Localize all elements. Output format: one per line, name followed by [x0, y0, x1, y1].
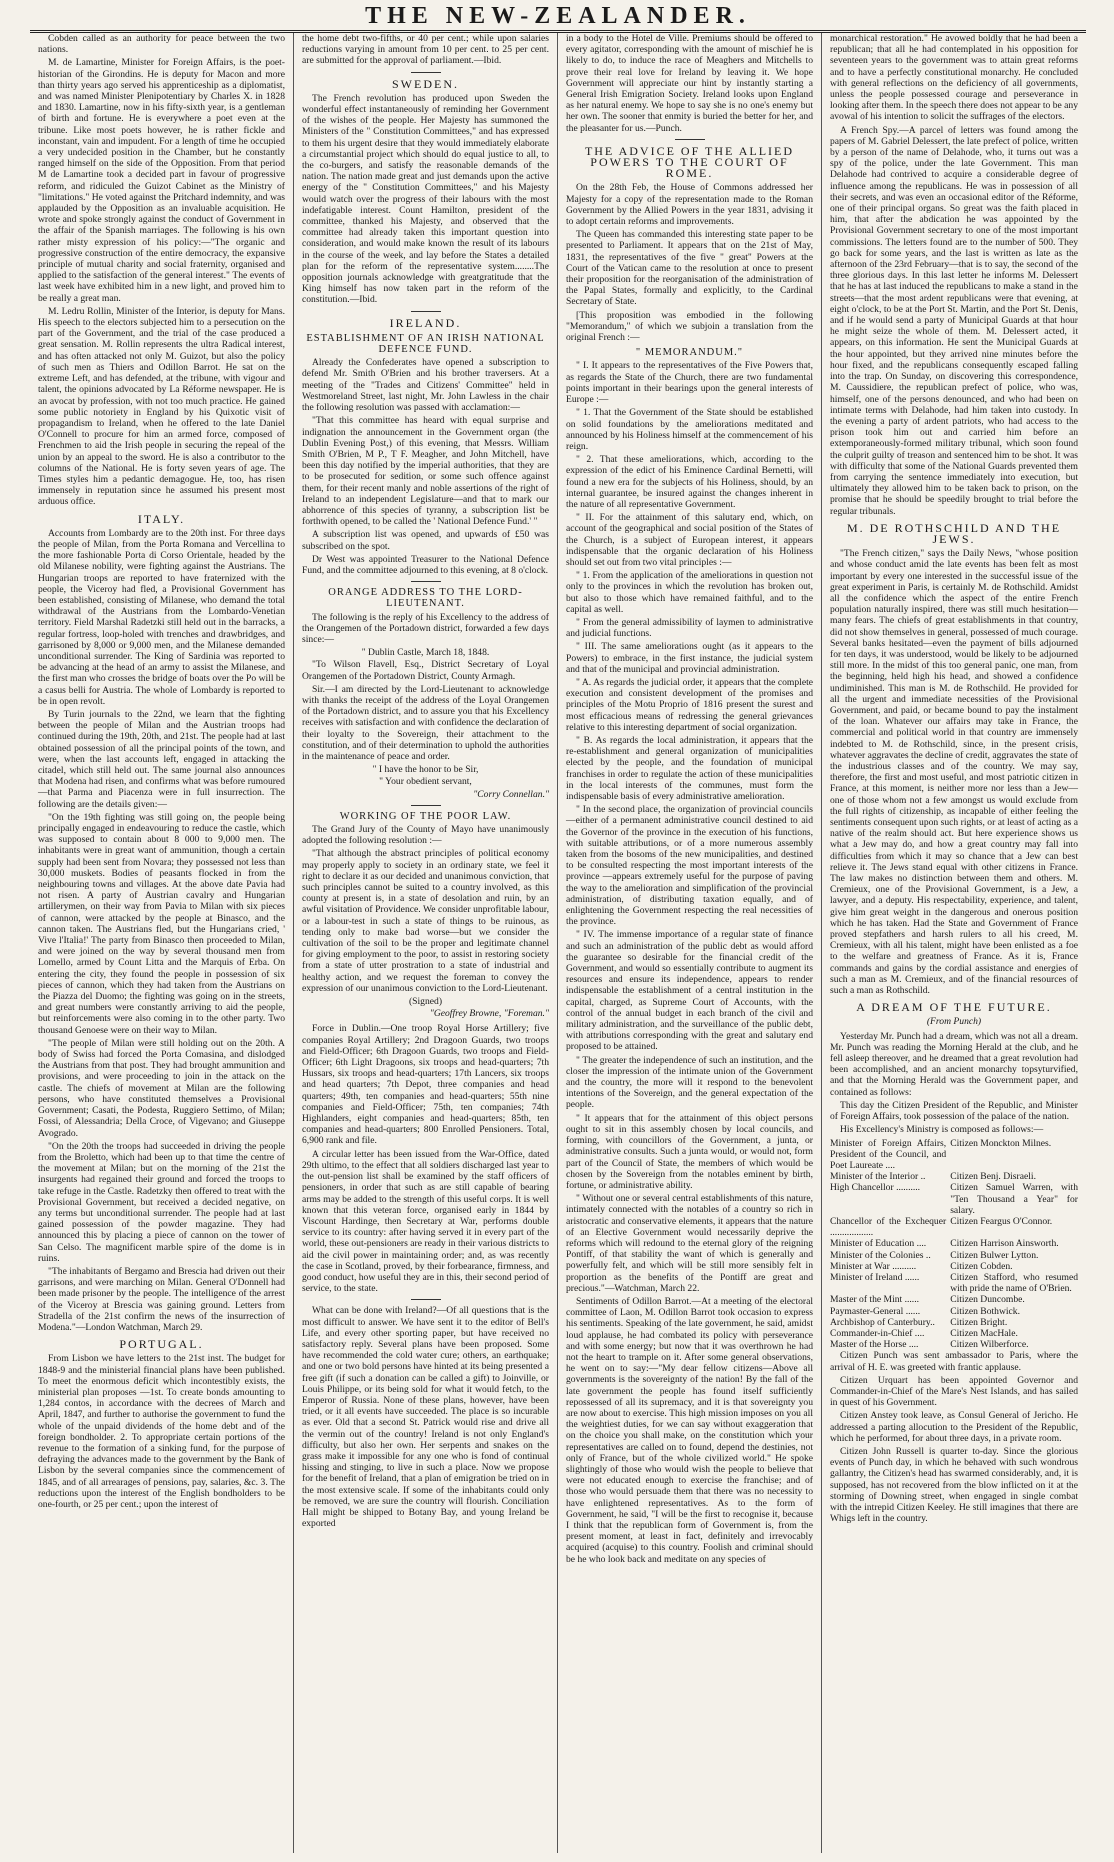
section-heading: M. DE ROTHSCHILD AND THE JEWS. [846, 520, 1062, 546]
article-paragraph: Citizen Punch was sent ambassador to Paris, where the arrival of H. E. was greeted with frantic applause. [830, 1350, 1078, 1373]
signature: "Geoffrey Browne, "Foreman." [429, 1008, 549, 1020]
ministry-row [830, 1171, 1078, 1182]
article-paragraph: " 1. From the application of the ameliorations in question not only to the provinces in which the revolution has broken out, but also to those which have remained faithful, and to the capital as well. [566, 570, 813, 615]
article-separator [411, 581, 441, 582]
office-holder: Citizen Stafford, who resumed with pride the name of O'Brien. [950, 1271, 1078, 1295]
ministry-row [830, 1250, 1078, 1261]
office-name: Minister at War .......... [830, 1260, 917, 1272]
ministry-row [830, 1317, 1078, 1328]
article-separator [675, 139, 705, 140]
article-paragraph: From Lisbon we have letters to the 21st inst. The budget for 1848-9 and the ministerial financial plans have been published. To meet the enormous deficit which incontestibly exists, the ministerial plan proposes —1st. To create bonds amounting to 1,284 contos, in accordance with the decrees of March and April, 1847, and further to authorise the government to fund the whole of the unpaid dividends of the home debt and of the foreign bondholder. 2. To appropriate certain portions of the revenue to the formation of a sinking fund, for the purpose of defraying the advances made to the government by the Bank of Lisbon by the several companies since the commencement of 1845, and of all arrearages of pensions, pay, salaries, &c. 3. The reductions upon the interest of the English bondholders to be one-fourth, or 25 per cent.; upon the interest of [38, 1353, 285, 1510]
office-holder: Citizen Wilberforce. [950, 1339, 1029, 1351]
article-paragraph: "That although the abstract principles of political economy may properly apply to society in an ordinary state, we feel it right to declare it as our decided and unanimous conviction, that such principles cannot be suited to a country involved, as this county at present is, in a state of desolation and ruin, by an awful visitation of Providence. We consider unprofitable labour, or a labour-test in such a state of things to be ruinous, as tending only to make bad worse—but we consider the cultivation of the soil to be the proper and legitimate channel for giving employment to the poor, to assist in restoring society from a state of utter prostration to a state of industrial and healthy action, and we request the foreman to convey the expression of our unanimous conviction to the Lord-Lieutenant. [302, 848, 549, 994]
article-paragraph: " II. For the attainment of this salutary end, which, on account of the geographical and social position of the States of the Church, is a subject of European interest, it appears indispensable that the organic declaration of his Holiness should set out from two vital principles :— [566, 512, 813, 568]
office-name: Minister of Foreign Affairs, President of the Council, and Poet Laureate .... [830, 1137, 947, 1171]
office-name: High Chancellor .......... [830, 1182, 921, 1194]
letter-line: " Dublin Castle, March 18, 1848. [361, 647, 490, 659]
article-paragraph: A French Spy.—A parcel of letters was found among the papers of M. Gabriel Delessert, the late prefect of police, written by a person of the name of Delahode, who, it turns out was a spy of the police, under the late Government. This man Delahode had contrived to acquire a considerable degree of influence among the republicans. He was in possession of all their secrets, and was even an occasional editor of the Réforme, one of their principal organs. So great was the faith placed in him, that after the abdication he was appointed by the Provisional Government secretary to one of the most important commissions. The letters found are to the number of 500. They go back for some years, and the last is written as late as the afternoon of the 23rd February—that is to say, the second of the three glorious days. In this last letter he informs M. Delessert that he has at last induced the republicans to make a stand in the streets—that the most ardent republicans were that evening, at eight o'clock, to be at the Port St. Martin, and the Port St. Denis, and if he would send a party of Municipal Guards at that hour he might seize the whole of them. M. Delessert acted, it appears, on this information. He sent the Municipal Guards at the hour appointed, but they arrived nine minutes before the hour fixed, and the republicans consequently escaped falling into the trap. On Sunday, on discovering this correspondence, M. Caussidiere, the republican prefect of police, who was, himself, one of the persons denounced, and who had been on intimate terms with Delahode, had him taken into custody. In the evening a party of ardent patriots, who had access to the prison took him out and carried him before an extemporaneously-formed military tribunal, which soon found the culprit guilty of treason and sentenced him to be shot. It was with difficulty that some of the National Guards prevented them from carrying the sentence immediately into execution, but ultimately they allowed him to be taken back to prison, on the promise that he should be speedily brought to trial before the regular tribunals. [830, 124, 1079, 517]
article-paragraph: "On the 20th the troops had succeeded in driving the people from the Broletto, which had been up to that time the centre of the movement at Milan; but on the morning of the 21st the insurgents had regained their ground and forced the troops to take refuge in the Castle. Radetzky then offered to treat with the Provisional Government, but received a decided negative, on any terms but unconditional surrender. The people had at last gained possession of the powder magazine. They had announced this by placing a piece of cannon on the tower of San Celso. The magnificent marble spire of the dome is in ruins. [38, 1140, 285, 1264]
article-paragraph: "To Wilson Flavell, Esq., District Secretary of Loyal Orangemen of the Portadown District, County Armagh. [302, 659, 549, 682]
office-holder: Citizen MacHale. [950, 1327, 1018, 1339]
office-name: Commander-in-Chief .... [830, 1327, 925, 1339]
article-paragraph: Yesterday Mr. Punch had a dream, which was not all a dream. Mr. Punch was reading the Morning Herald at the club, and he fell asleep thereover, and he dreamed that a great revolution had been accomplished, and an ancient monarchy topsyturvified, and that the Morning Herald was the Government paper, and contained as follows: [830, 1030, 1078, 1098]
column-2 [294, 33, 558, 1853]
office-holder: Citizen Benj. Disraeli. [950, 1171, 1036, 1183]
office-holder: Citizen Harrison Ainsworth. [950, 1238, 1059, 1250]
ministry-row [830, 1261, 1078, 1272]
article-paragraph: in a body to the Hotel de Ville. Premiums should be offered to every agitator, corresponding with the amount of mischief he is likely to do, to induce the race of Meaghers and Mitchells to prove their real love for Ireland by leaving it. We hope Government will appreciate our hint by instantly starting a General Irish Emigration Society. Ireland looks upon England as her natural enemy. We hope to say she is no one's enemy but her own. The sooner that enmity is buried the better for her, and the pleasanter for us.—Punch. [566, 33, 813, 134]
article-paragraph: The following is the reply of his Excellency to the address of the Orangemen of the Portadown district, forwarded a few days since:— [302, 611, 549, 645]
sub-heading: ESTABLISHMENT OF AN IRISH NATIONAL DEFENCE FUND. [306, 332, 545, 356]
article-paragraph: His Excellency's Ministry is composed as follows:— [840, 1124, 1044, 1136]
office-holder: Citizen Cobden. [950, 1260, 1013, 1272]
article-paragraph: A circular letter has been issued from the War-Office, dated 29th ultimo, to the effect that all soldiers discharged last year to the out-pension list shall be examined by the staff officers of pensioners, in order that such as are still capable of bearing arms may be added to the strength of this useful corps. It is well known that this veteran force, organised early in 1844 by Viscount Hardinge, then Secretary at War, performs double service to its country: after having served it in every part of the world, these out-pensioners are ready in their various districts to aid the civil power in maintaining order; and, as was recently the case in Scotland, proved, by their forbearance, firmness, and good conduct, how useful they are in this, their second period of service, to the state. [302, 1148, 549, 1295]
article-paragraph: The French revolution has produced upon Sweden the wonderful effect instantaneously of reminding her Government of the wishes of the people. Her Majesty has summoned the Ministers of the " Constitution Committees," and has expressed to them his urgent desire that they would immediately elaborate a circumstantial project which should do equal justice to all, to the co-burgers, and satisfy the reasonable demands of the nation. The nation made great and just demands upon the active energy of the " Constitution Committees," and his Majesty would watch over the progress of their labours with the most indefatigable interest. Count Hamilton, president of the committee, thanked his Majesty, and observed that the committee had already taken this important question into consideration, and would make known the result of its labours in the course of the week, and lay before the States a detailed plan for the reform of the representative system........The opposition journals acknowledge with greatgratitude that the King himself has now taken part in the reform of the constitution.—Ibid. [302, 92, 549, 306]
office-holder: Citizen Samuel Warren, with "Ten Thousand a Year" for salary. [950, 1182, 1078, 1216]
article-paragraph: Sir.—I am directed by the Lord-Lieutenant to acknowledge with thanks the receipt of the address of the Loyal Orangemen of the Portadown district, and to assure you that his Excellency receives with satisfaction and with confidence the declaration of their loyalty to the Sovereign, their attachment to the constitution, and of their determination to uphold the authorities in the maintenance of peace and order. [302, 683, 549, 762]
section-heading: IRELAND. [389, 315, 462, 330]
office-name: Master of the Mint ...... [830, 1294, 919, 1306]
article-paragraph: " Without one or several central establishments of this nature, intimately connected with the notables of a country so rich in aristocratic and conservative elements, it appears that the nature of an Elective Government would necessarily deprive the reforms which will redound to the eternal glory of the reigning Pontiff, of that stability the want of which is generally and powerfully felt, and which will be still more sensibly felt in proportion as the benefits of the Pontiff are great and precious."—Watchman, March 22. [566, 1193, 813, 1294]
source-note: (From Punch) [926, 1016, 982, 1028]
article-paragraph: "On the 19th fighting was still going on, the people being principally engaged in endeavouring to reduce the castle, which was supposed to contain about 8 000 to 9,000 men. The inhabitants were in great want of ammunition, though a certain supply had been sent from Novara; they possessed not less than 30,000 muskets. Bodies of peasants flocked in from the neighbouring towns and villages. At the above date Pavia had not risen. A party of Austrian cavalry and Hungarian artillerymen, on their way from Pavia to Milan with six pieces of cannon, were attacked by the people at Binasco, and the cannon taken. The Austrians fled, but the Hungarians cried, ' Vive l'Italia!' The party from Binasco then proceeded to Milan, and were joined on the way by several thousand men from Lomello, armed by Count Litta and the Marquis of Erba. On entering the city, they found the people in possession of six pieces of cannon, which they had taken from the Austrians on the Piazza del Duomo; the fighting was going on in the streets, and great numbers were constantly arriving to aid the people, but reinforcements were also coming in to the other party. Two thousand Genoese were on their way to Milan. [38, 811, 285, 1036]
section-heading: PORTUGAL. [119, 1337, 204, 1352]
article-paragraph: What can be done with Ireland?—Of all questions that is the most difficult to answer. We have sent it to the editor of Bell's Life, and every other sporting paper, but have received no satisfactory reply. Several plans have been proposed. Some have recommended the cold water cure; others, an earthquake; and one or two bold persons have hinted at its being presented a free gift (if such a donation can be called a gift) to Joinville, or Louis Philippe, or its being sold for what it would fetch, to the Emperor of Russia. None of these plans, however, have been tried, or it all events have succeeded. The place is so incurable as ever. Old that a second St. Patrick would rise and drive all the vermin out of the country! Ireland is not only England's difficulty, but also her own. Her serpents and snakes on the grass make it impossible for any one who is fond of continual hissing and stinging, to live in such a place. Now we propose for the benefit of Ireland, that a plan of emigration be tried on in the most extensive scale. If some of the inhabitants could only be removed, we are sure the country will flourish. Conciliation Hall might be shipped to Botany Bay, and young Ireland be exported [302, 1305, 549, 1530]
ministry-list [830, 1138, 1078, 1351]
article-paragraph: " IV. The immense importance of a regular state of finance and such an administration of the public debt as would afford the guarantee so desirable for the financial credit of the Government, and would so essentially contribute to augment its resources and ensure its independence, appears to render indispensable the establishment of a central institution in the capital, charged, as Supreme Court of Accounts, with the control of the annual budget in each branch of the civil and military administration, and the surveillance of the public debt, with attributions corresponding with the great and salutary end proposed to be attained. [566, 929, 813, 1053]
article-paragraph: " In the second place, the organization of provincial councils—either of a permanent administrative council destined to aid the Governor of the province in the execution of his functions, with suitable attributions, or of a more numerous assembly taken from the bosoms of the new municipalities, and destined to be consulted respecting the most important interests of the province —appears extremely useful for the purpose of paving the way to the amelioration and simplification of the provincial administration, of distributing taxation equally, and of enlightening the Government respecting the real necessities of the province. [566, 804, 813, 928]
article-paragraph: On the 28th Feb, the House of Commons addressed her Majesty for a copy of the representation made to the Roman Government by the Allied Powers in the year 1831, advising it to adopt certain reforms and improvements. [566, 182, 813, 228]
article-paragraph: Sentiments of Odillon Barrot.—At a meeting of the electoral committee of Laon, M. Odillon Barrot took occasion to express his sentiments. Speaking of the late government, he said, amidst loud applause, he had combated its policy with perseverance and with some energy; but now that it was overthrown he had not the heart to trample on it. After some general observations, he went on to say:—"My dear fellow citizens—Above all governments is the sovereignty of the nation! By the fall of the late government the people has found itself sufficiently repossessed of all its supremacy, and it is that sovereignty you are now about to exercise. This high mission imposes on you all the weightiest duties, for we can say without exaggeration that on the choice you shall make, on the constitution which your representatives are called on to found, depend the destinies, not only of France, but of the whole civilized world." He spoke slightingly of those who would wish the people to believe that were not educated enough to exercise the franchise; and of those who would persuade them that there was no necessity to have enlightened representatives. As to the form of Government, he said, "I will be the first to recognise it, because I think that the republican form of Government is, from the present moment, at least in fact, definitely and irrevocably acquired (acquise) to this country. Foolish and criminal should be he who look back and meditate on any species of [566, 1295, 813, 1565]
article-paragraph: " A. As regards the judicial order, it appears that the complete execution and consistent development of the promises and principles of the Motu Proprio of 1816 present the surest and most efficacious means of redressing the general grievances relative to this interesting department of social organization. [566, 676, 813, 733]
article-paragraph: " I. It appears to the representatives of the Five Powers that, as regards the State of the Church, there are two fundamental points important in their bearings upon the general interests of Europe :— [566, 360, 813, 406]
ministry-row [830, 1328, 1078, 1339]
article-paragraph: The Grand Jury of the County of Mayo have unanimously adopted the following resolution :— [302, 824, 549, 847]
article-paragraph: " 2. That these ameliorations, which, according to the expression of the edict of his Eminence Cardinal Bernetti, will found a new era for the subjects of his Holiness, should, by an internal guarantee, be insured against the changes inherent in the nature of all representative Government. [566, 454, 813, 510]
letter-line: " I have the honor to be Sir, [372, 764, 479, 776]
article-paragraph: "The French citizen," says the Daily News, "whose position and whose conduct amid the late events has been felt as most important by every one interested in the successful issue of the great experiment in Paris, is certainly M. de Rothschild. Amidst all the confidence which the aspect of the entire French population naturally inspired, there was still much hesitation—many fears. The chiefs of great establishments in that country, did not show themselves in general, possessed of much courage. Several banks hesitated—even the payment of bills adjourned for ten days, it was understood, would be likely to be adjourned still more. In the midst of this too general panic, one man, from the beginning, held high his head, and showed a confidence undiminished. This man is M. de Rothschild. He provided for all the urgent and immediate necessities of the Provisional Government, and paid, or became bound to pay the instalment of the loan. Whatever our affairs may take in France, the commercial and political world in that country are immensely indebted to M. de Rothschild, since, in the present crisis, whatever aggravates the decline of credit, aggravates the state of the industrious classes and of the country. We may say, therefore, the first and most useful, and most patriotic citizen in France, at this moment, is neither more nor less than a Jew—one of those whom not a few amongst us would exclude from the full rights of citizenship, as incapable of either feeling the sentiments consequent upon such rights, or at least of acting as a native of the realm should act. But here experience shows us what a Jew may do, and how a great country may fall into difficulties from which it may so chance that a Jew can best relieve it. The Jews stand equal with other citizens in France. The law makes no distinction between them and others. M. Cremieux, one of the Provisional Government, is a Jew, a lawyer, and a deputy. His respectability, experience, and talent, give him great weight in the dangerous and onerous position which he has taken. Had the State and Government of France proved stepfathers and harsh rulers to all his creed, M. Cremieux, with all his talent, might have been enlisted as a foe to the welfare and greatness of France. As it is, France commands and gains by the cordial assistance and energies of such a man as M. Cremieux, and of the financial resources of such a man as Rothschild. [830, 548, 1078, 997]
ministry-row [830, 1216, 1078, 1238]
article-paragraph: Already the Confederates have opened a subscription to defend Mr. Smith O'Brien and his brother traversers. At a meeting of the "Trades and Citizens' Committee" held in Westmoreland Street, last night, Mr. John Lawless in the chair the following resolution was passed with acclamation:— [302, 357, 549, 414]
article-paragraph: This day the Citizen President of the Republic, and Minister of Foreign Affairs, took possession of the palace of the nation. [830, 1099, 1078, 1123]
office-holder: Citizen Feargus O'Connor. [950, 1215, 1053, 1227]
ministry-row [830, 1182, 1078, 1216]
office-holder: Citizen Bulwer Lytton. [950, 1249, 1039, 1261]
article-paragraph: " 1. That the Government of the State should be established on solid foundations by the ameliorations meditated and announced by his Holiness himself at the commencement of his reign. [566, 407, 813, 452]
letter-line: " Your obedient servant, [379, 776, 472, 788]
masthead-title: THE NEW-ZEALANDER. [365, 3, 751, 29]
article-separator [411, 805, 441, 806]
article-paragraph: " It appears that for the attainment of this object persons ought to sit in this assembly chosen by local councils, and forming, with councillors of the Government, a junta, or administrative consults. Such a junta would, or would not, form part of the Council of State, the members of which would be chosen by the Sovereign from the notables eminent by birth, fortune, or administrative ability. [566, 1112, 813, 1191]
ministry-row [830, 1138, 1078, 1172]
article-separator [411, 72, 441, 73]
ministry-row [830, 1339, 1078, 1350]
office-name: Paymaster-General ...... [830, 1305, 921, 1317]
article-paragraph: "The people of Milan were still holding out on the 20th. A body of Swiss had forced the Porta Comasina, and dislodged the Austrians from that post. They had brought ammunition and provisions, and were proceeding to join in the attack on the castle. The chiefs of movement at Milan are the following persons, who have constituted themselves a Provisional Government; Casati, the Podesta, Ruggiero Settimo, of Milan; Fossi, of Alessandria; Della Croce, of Vigevano; and Giuseppe Avogrado. [38, 1037, 285, 1139]
article-paragraph: Citizen Urquart has been appointed Governor and Commander-in-Chief of the Mare's Nest Islands, and has sailed in quest of his Government. [830, 1374, 1078, 1409]
article-paragraph: Cobden called as an authority for peace between the two nations. [38, 33, 285, 56]
article-paragraph: Force in Dublin.—One troop Royal Horse Artillery; five companies Royal Artillery; 2nd Dragoon Guards, two troops and Field-Officer; 6th Dragoon Guards, two troops and Field-Officer; 6th Light Dragoons, six troops and head-quarters; 7th Hussars, six troops and head-quarters; 17th Lancers, six troops and head quarters; 7th Depot, three companies and head quarters; 49th, ten companies and head-quarters; 55th nine companies and Field-Officer; 75th, ten companies; 74th Highlanders, eight companies and head-quarters; 85th, ten companies and head-quarters; 800 Enrolled Pensioners. Total, 6,900 rank and file. [302, 1023, 549, 1147]
section-heading: A DREAM OF THE FUTURE. [856, 1000, 1052, 1015]
office-name: Minister of Education .... [830, 1238, 927, 1250]
sub-heading: WORKING OF THE POOR LAW. [339, 810, 512, 822]
article-paragraph: Citizen John Russell is quarter to-day. Since the glorious events of Punch day, in which he behaved with such wondrous gallantry, the Citizen's head has swarmed considerably, and, it is supposed, has not recovered from the blow inflicted on it at the storming of Downing street, when engaged in single combat with the intrepid Citizen Keeley. He still imagines that there are Whigs left in the country. [830, 1445, 1078, 1525]
office-name: Master of the Horse .... [830, 1339, 919, 1351]
office-name: Archbishop of Canterbury.. [830, 1316, 935, 1328]
office-holder: Citizen Duncombe. [950, 1294, 1025, 1306]
letter-line: (Signed) [408, 996, 443, 1008]
ministry-row [830, 1294, 1078, 1305]
columns-container [30, 33, 1086, 1853]
column-4 [822, 33, 1086, 1853]
article-paragraph: [This proposition was embodied in the following "Memorandum," of which we subjoin a translation from the original French :— [566, 309, 813, 344]
article-paragraph: M. Ledru Rollin, Minister of the Interior, is deputy for Mans. His speech to the electors subjected him to a persecution on the part of the Government, and the trial of the case produced a great sensation. M. Rollin represents the ultra Radical interest, and has often attacked not only M. Guizot, but also the policy of such men as Thiers and Odillon Barrot. He sat on the extreme Left, and has defended, at the tribune, with vigour and talent, the opinions advocated by La Réforme newspaper. He is an avocat by profession, with not too much practice. He gained some public notoriety in England by his Quixotic visit of propagandism to Ireland, when he offered to the late Daniel O'Connell to procure for him an armed force, composed of Frenchmen to aid the Irish people in securing the repeal of the union by an appeal to the sword. He is also a contributor to the columns of the National. He is forty seven years of age. The Times styles him a pedantic demagogue. He, too, has risen immensely in reputation since he assumed his present most arduous office. [38, 305, 285, 508]
ministry-row [830, 1238, 1078, 1249]
office-name: Minister of Ireland ...... [830, 1271, 920, 1283]
sub-heading: ORANGE ADDRESS TO THE LORD-LIEUTENANT. [328, 587, 523, 610]
ministry-row [830, 1272, 1078, 1294]
article-paragraph: M. de Lamartine, Minister for Foreign Affairs, is the poet-historian of the Girondins. He is deputy for Macon and more than thirty years ago served his apprenticeship as a diplomatist, and was named Minister Plenipotentiary by Charles X. in 1828 and 1830. Lamartine, now in his fifty-sixth year, is a gentleman of birth and fortune. He is everywhere a poet even at the tribune. Like most poets however, he is rather fickle and inconstant, vain and impudent. For a length of time he occupied a very undecided position in the Chamber, but he constantly ranged himself on the side of the Opposition. From that period M de Lamartine took a decided part in favour of progressive reform, and ridiculed the Guizot Cabinet as the Ministry of "limitations." He voted against the Pritchard indemnity, and was applauded by the Opposition as an invaluable acquisition. He wrote and spoke strongly against the conduct of Government in the affair of the Spanish marriages. The following is his own rather misty expression of his policy:—"The organic and progressive construction of the entire democracy, the expansive principle of mutual charity and social fraternity, organised and applied to the satisfaction of the general interest." The events of last week have exhibited him in a new light, and proved him to be really a great man. [38, 57, 285, 304]
article-paragraph: A subscription list was opened, and upwards of £50 was subscribed on the spot. [302, 529, 549, 552]
article-paragraph: "That this committee has heard with equal surprise and indignation the announcement in the Government organ (the Dublin Evening Post,) of this evening, that Messrs. William Smith O'Brien, M P., T F. Meagher, and John Mitchell, have been this day notified by the imperial authorities, that they are to be prosecuted for sedition, or some such offence against them, for their recent manly and noble assertions of the right of Ireland to an independent Legislature—and that to mark our abhorrence of this species of tyranny, a subscription list be forthwith opened, to be called the ' National Defence Fund.' " [302, 415, 549, 528]
article-paragraph: Accounts from Lombardy are to the 20th inst. For three days the people of Milan, from the Porta Romana and Vercellina to the more fashionable Porta di Corso Orientale, headed by the old Milanese nobility, were fighting against the Austrians. The Hungarian troops are reported to have fraternized with the people, the Viceroy had fled, a Provisional Government has been established, consisting of Milanese, who demand the total withdrawal of the Austrians from the Lombardo-Venetian territory. Field Marshal Radetzki still held out in the barracks, a regular fortress, loop-holed with trenches and drawbridges, and garrisoned by 8,000 or 9,000 men, and the Milanese demanded unconditional surrender. The King of Sardinia was reported to be advancing at the head of an army to assist the Milanese, and the first man who crosses the bridge of boats over the Po will be a casus belli for Austria. The whole of Lombardy is reported to be in open revolt. [38, 527, 285, 707]
section-heading: ITALY. [137, 511, 186, 526]
article-separator [411, 1299, 441, 1300]
office-name: Minister of the Interior .. [830, 1171, 926, 1183]
article-paragraph: the home debt two-fifths, or 40 per cent.; while upon salaries reductions varying in amount from 10 per cent. to 25 per cent. are submitted for the approval of parliament.—Ibid. [302, 33, 549, 67]
article-paragraph: " The greater the independence of such an institution, and the closer the impression of the intimate union of the Government and the country, the more will it respond to the benevolent intentions of the Sovereign, and the general expectation of the people. [566, 1054, 813, 1111]
section-heading: SWEDEN. [392, 76, 459, 91]
article-paragraph: The Queen has commanded this interesting state paper to be presented to Parliament. It appears that on the 21st of May, 1831, the representatives of the five " great" Powers at the Court of the Vatican came to the resolution at once to present their proposition for the reorganisation of the administration of the Papal States, formally and explicitly, to the Cardinal Secretary of State. [566, 229, 813, 308]
article-paragraph: " From the general admissibility of laymen to administrative and judicial functions. [566, 616, 813, 640]
office-holder: Citizen Bright. [950, 1316, 1008, 1328]
section-heading: THE ADVICE OF THE ALLIED POWERS TO THE COURT OF ROME. [584, 143, 795, 181]
column-1 [30, 33, 294, 1853]
article-paragraph: Dr West was appointed Treasurer to the National Defence Fund, and the committee adjourned to this evening, at 8 o'clock. [302, 553, 549, 576]
article-paragraph: " B. As regards the local administration, it appears that the re-establishment and general organization of municipalities elected by the people, and the foundation of municipal franchises in order to regulate the action of these municipalities in the local interests of the communes, must form the indispensable basis of every administrative amelioration. [566, 734, 813, 802]
ministry-row [830, 1306, 1078, 1317]
office-holder: Citizen Bothwick. [950, 1305, 1020, 1317]
article-separator [411, 311, 441, 312]
article-paragraph: By Turin journals to the 22nd, we learn that the fighting between the people of Milan and the Austrian troops had continued during the 19th, 20th, and 21st. The people had at last obtained possession of all the principal points of the town, and were, when the last accounts left, engaged in attacking the citadel, which still held out. The same journal also announces that Modena had risen, and confirms what was before rumoured—that Parma and Piacenza were in full insurrection. The following are the details given:— [38, 708, 285, 810]
office-name: Minister of the Colonies .. [830, 1249, 931, 1261]
office-name: Chancellor of the Exchequer .................. [830, 1215, 947, 1239]
article-paragraph: " III. The same ameliorations ought (as it appears to the Powers) to embrace, in the first instance, the judicial system and that of the municipal and provincial administration. [566, 641, 813, 675]
article-paragraph: "The inhabitants of Bergamo and Brescia had driven out their garrisons, and were marching on Milan. General O'Donnell had been made prisoner by the people. The intelligence of the arrest of the Viceroy at Brescia was gaining ground. Letters from Stradella of the 21st confirm the news of the insurrection of Modena."—London Watchman, March 29. [38, 1265, 285, 1333]
sub-heading: " MEMORANDUM." [635, 347, 744, 359]
column-3 [558, 33, 822, 1853]
article-paragraph: monarchical restoration." He avowed boldly that he had been a republican; that all he had contemplated in his opposition for seventeen years to the government was to attain great reforms and to have a perfectly constitutional monarchy. He concluded with general reflections on the deficiency of all governments, unless the people possessed courage and perseverance in looking after them. In the speech there does not appear to be any avowal of his intention to solicit the suffrages of the electors. [830, 33, 1079, 123]
signature: "Corry Connellan." [473, 788, 549, 800]
office-holder: Citizen Monckton Milnes. [950, 1137, 1052, 1149]
article-paragraph: Citizen Anstey took leave, as Consul General of Jericho. He addressed a parting allocution to the President of the Republic, which he performed, for about three days, in a private room. [830, 1410, 1078, 1444]
